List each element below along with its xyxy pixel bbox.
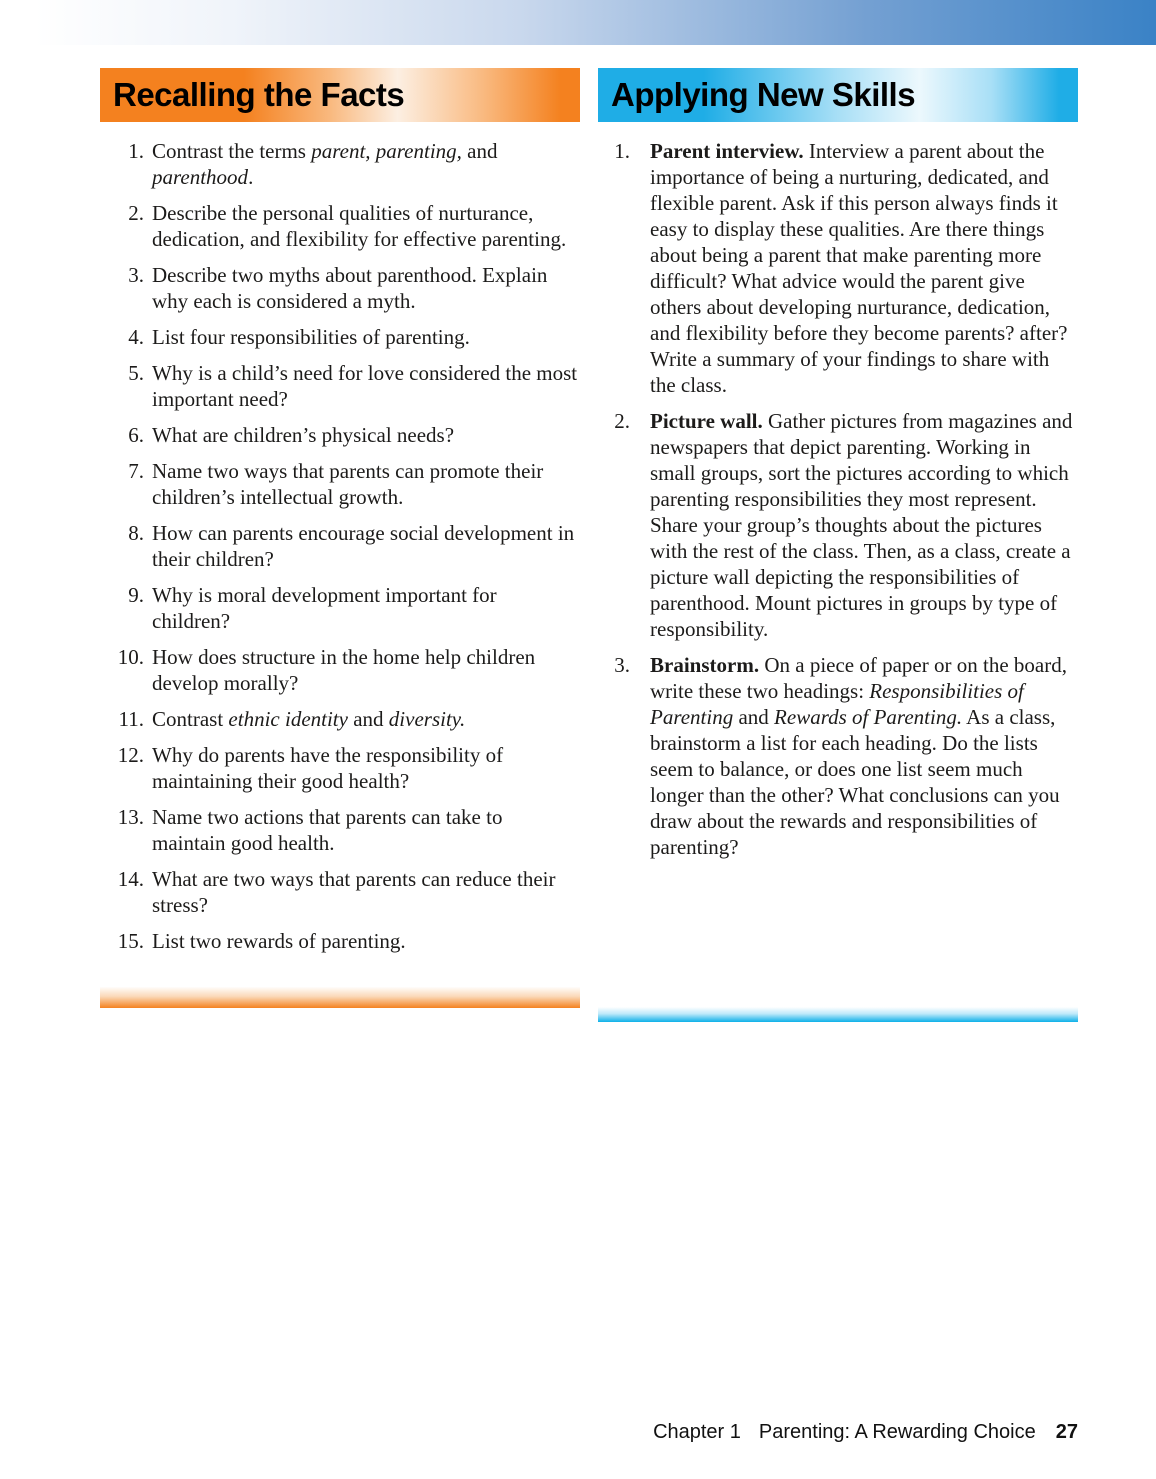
item-text: Contrast ethnic identity and diversity. [152,707,466,731]
item-number: 14. [117,867,144,891]
orange-bottom-rule [100,987,580,1008]
item-number: 8. [128,521,144,545]
recalling-facts-header: Recalling the Facts [100,68,580,122]
item-text: Name two actions that parents can take to maintain good health. [152,805,503,855]
list-item [598,408,1078,642]
item-text: Name two ways that parents can promote their children’s intellectual growth. [152,459,544,509]
footer-chapter-title: Parenting: A Rewarding Choice [758,1421,1036,1443]
item-number: 3. [614,653,630,677]
item-number: 2. [128,201,144,225]
list-item [100,520,580,572]
item-text: Picture wall. Gather pictures from magazines and newspapers that depict parenting. Working in small groups, sort the pictures according to which parenting responsibilities they most represent. Share your group’s thoughts about the pictures with the rest of the class. Then, as a class, create a picture wall depicting the responsibilities of parenthood. Mount pictures in groups by type of responsibility. [650,409,1073,641]
recalling-facts-section [100,68,580,964]
list-item [100,360,580,412]
item-number: 4. [128,325,144,349]
item-text: What are children’s physical needs? [152,423,455,447]
list-item [598,652,1078,860]
item-number: 1. [128,139,144,163]
item-number: 11. [118,707,144,731]
item-text: Brainstorm. On a piece of paper or on the board, write these two headings: Responsibilities of Parenting and Rewards of Parenting. As a class, brainstorm a list for each heading. Do the lists seem to balance, or does one list seem much longer than the other? What conclusions can you draw about the rewards and responsibilities of parenting? [650,653,1067,859]
item-number: 13. [117,805,144,829]
page-footer [653,1421,1078,1444]
list-item [100,742,580,794]
list-item [100,458,580,510]
list-item [598,138,1078,398]
item-text: Why is a child’s need for love considered the most important need? [152,361,578,411]
item-text: List four responsibilities of parenting. [152,325,470,349]
item-number: 9. [128,583,144,607]
list-item [100,928,580,954]
list-item [100,324,580,350]
top-banner-graphic [0,0,1156,45]
list-item [100,138,580,190]
item-text: How can parents encourage social development in their children? [152,521,575,571]
item-text: Why is moral development important for children? [152,583,497,633]
list-item [100,200,580,252]
footer-chapter-label: Chapter 1 [653,1421,741,1443]
footer-page-number: 27 [1055,1421,1078,1443]
list-item [100,582,580,634]
item-text: Contrast the terms parent, parenting, and parenthood. [152,139,498,189]
item-number: 10. [117,645,144,669]
applying-skills-header: Applying New Skills [598,68,1078,122]
applying-skills-list [598,138,1078,860]
list-item [100,866,580,918]
item-number: 6. [128,423,144,447]
list-item [100,262,580,314]
item-number: 12. [117,743,144,767]
item-number: 15. [117,929,144,953]
list-item [100,804,580,856]
item-text: Describe the personal qualities of nurturance, dedication, and flexibility for effective parenting. [152,201,567,251]
list-item [100,644,580,696]
item-text: Why do parents have the responsibility of maintaining their good health? [152,743,504,793]
item-text: What are two ways that parents can reduce their stress? [152,867,556,917]
item-text: Parent interview. Interview a parent about the importance of being a nurturing, dedicated, and flexible parent. Ask if this person always finds it easy to display these qualities. Are there things about being a parent that make parenting more difficult? What advice would the parent give others about developing nurturance, dedication, and flexibility before they become parents? after? Write a summary of your findings to share with the class. [650,139,1068,397]
item-text: List two rewards of parenting. [152,929,406,953]
item-text: Describe two myths about parenthood. Explain why each is considered a myth. [152,263,548,313]
blue-bottom-rule [598,1007,1078,1022]
list-item [100,706,580,732]
item-number: 2. [614,409,630,433]
item-number: 5. [128,361,144,385]
list-item [100,422,580,448]
applying-skills-section [598,68,1078,870]
item-number: 7. [128,459,144,483]
item-text: How does structure in the home help children develop morally? [152,645,536,695]
item-number: 1. [614,139,630,163]
item-number: 3. [128,263,144,287]
recalling-facts-list [100,138,580,954]
